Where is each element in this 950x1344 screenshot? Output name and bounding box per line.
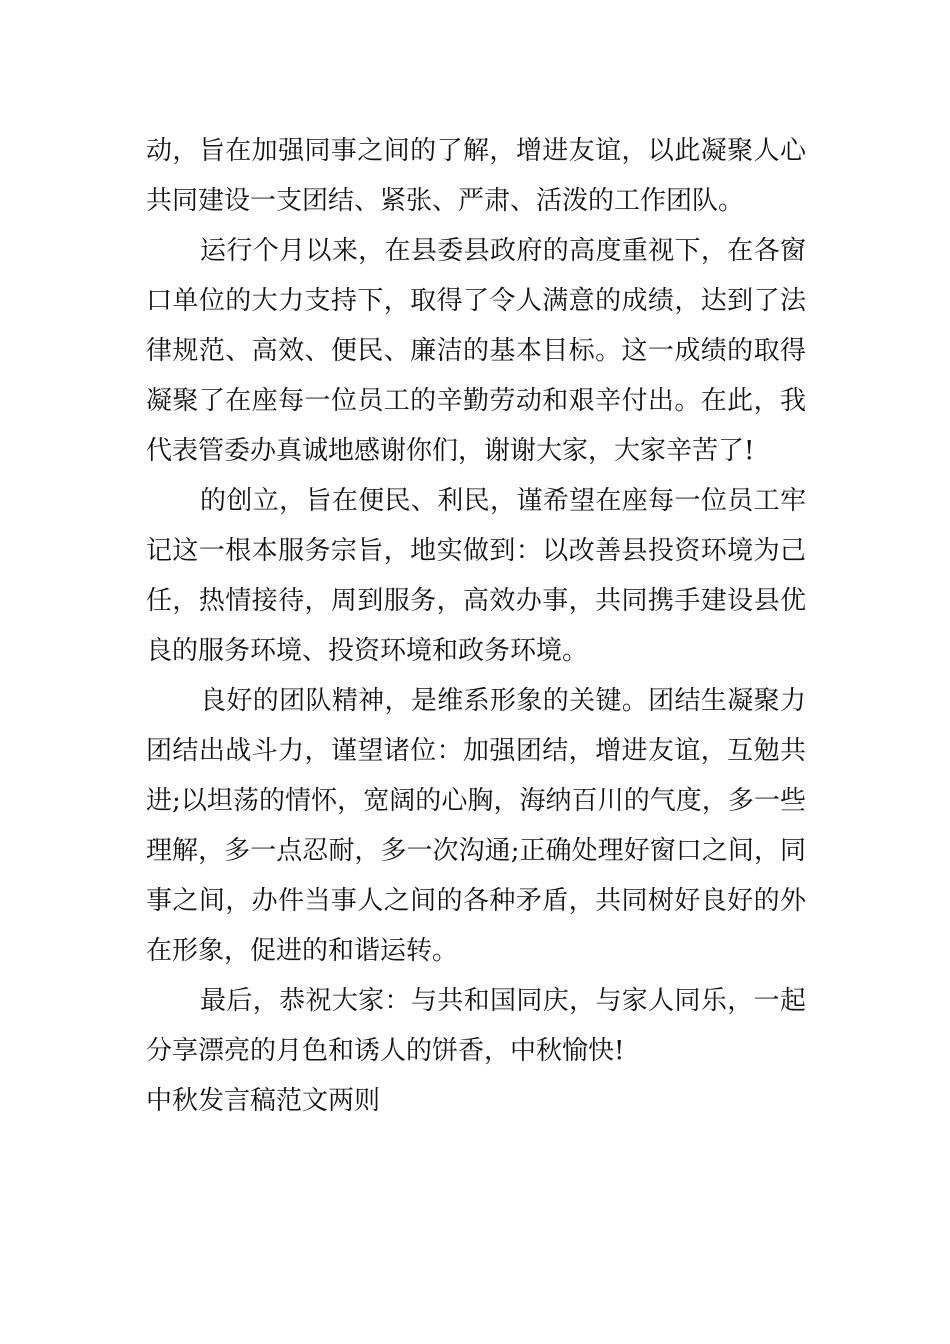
body-text	[146, 126, 806, 1126]
text-line: 分享漂亮的月色和诱人的饼香，中秋愉快!	[146, 1036, 625, 1066]
text-line: 的创立，旨在便民、利民，谨希望在座每一位员工牢	[200, 486, 806, 516]
text-line: 律规范、高效、便民、廉洁的基本目标。这一成绩的取得	[146, 336, 806, 366]
text-line: 理解，多一点忍耐，多一次沟通;正确处理好窗口之间，同	[146, 836, 806, 866]
text-line: 良的服务环境、投资环境和政务环境。	[146, 636, 589, 666]
text-line: 团结出战斗力，谨望诸位：加强团结，增进友谊，互勉共	[146, 736, 806, 766]
text-line: 动，旨在加强同事之间的了解，增进友谊，以此凝聚人心	[146, 136, 806, 166]
section-title: 中秋发言稿范文两则	[146, 1086, 381, 1116]
text-line: 在形象，促进的和谐运转。	[146, 936, 459, 966]
text-line: 口单位的大力支持下，取得了令人满意的成绩，达到了法	[146, 286, 806, 316]
text-line: 最后，恭祝大家：与共和国同庆，与家人同乐，一起	[200, 986, 806, 1016]
text-line: 良好的团队精神，是维系形象的关键。团结生凝聚力	[200, 686, 806, 716]
text-line: 凝聚了在座每一位员工的辛勤劳动和艰辛付出。在此，我	[146, 386, 806, 416]
text-line: 记这一根本服务宗旨，地实做到：以改善县投资环境为己	[146, 536, 806, 566]
text-line: 进;以坦荡的情怀，宽阔的心胸，海纳百川的气度，多一些	[146, 786, 806, 816]
text-line: 共同建设一支团结、紧张、严肃、活泼的工作团队。	[146, 186, 745, 216]
text-line: 运行个月以来，在县委县政府的高度重视下，在各窗	[200, 236, 806, 266]
text-line: 任，热情接待，周到服务，高效办事，共同携手建设县优	[146, 586, 806, 616]
text-line: 代表管委办真诚地感谢你们，谢谢大家，大家辛苦了!	[146, 436, 755, 466]
text-line: 事之间，办件当事人之间的各种矛盾，共同树好良好的外	[146, 886, 806, 916]
